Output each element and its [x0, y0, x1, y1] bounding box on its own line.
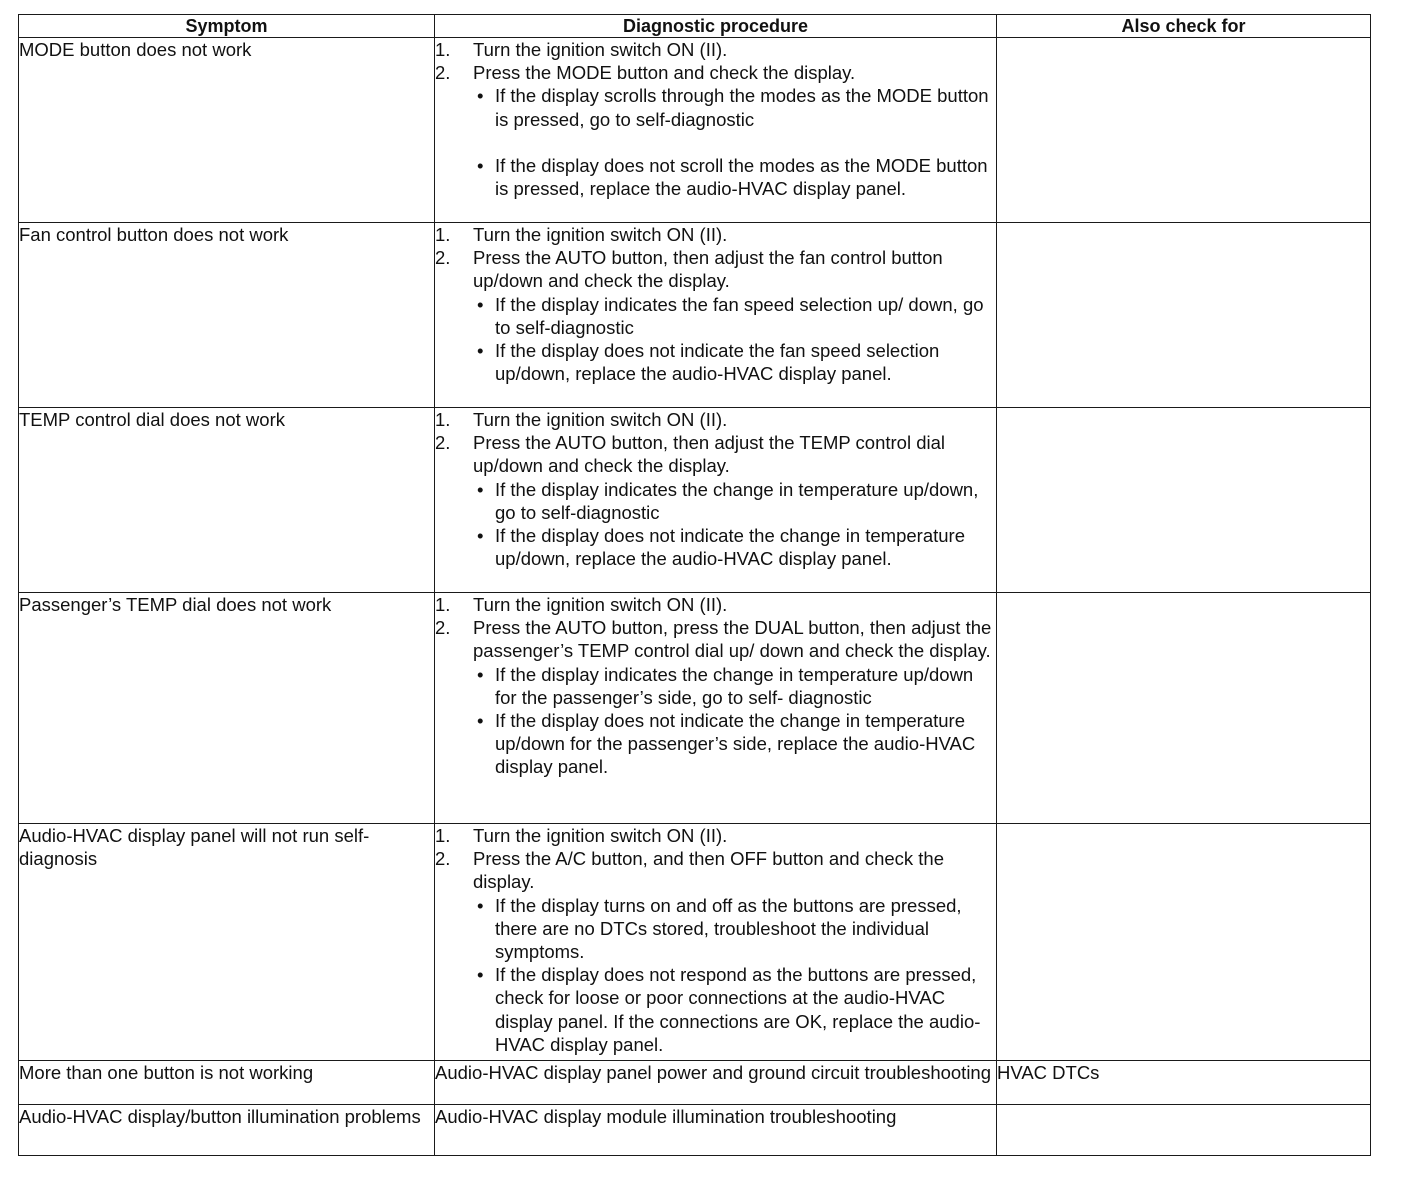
symptom-cell: TEMP control dial does not work	[19, 408, 435, 593]
symptom-cell: Fan control button does not work	[19, 223, 435, 408]
table-row	[19, 223, 1371, 408]
symptom-cell: Audio-HVAC display panel will not run self-diagnosis	[19, 824, 435, 1061]
procedure-step: 1. Turn the ignition switch ON (II).	[435, 409, 728, 430]
bullet-item: • If the display indicates the change in temperature up/down, go to self-diagnostic	[475, 478, 996, 524]
bullet-list	[435, 293, 996, 386]
bullet-item: • If the display indicates the change in temperature up/down for the passenger’s side, go to self- diagnostic	[475, 663, 996, 709]
procedure-step: 1. Turn the ignition switch ON (II).	[435, 594, 728, 615]
symptom-cell: MODE button does not work	[19, 38, 435, 223]
procedure-cell	[435, 824, 997, 1061]
table-row	[19, 593, 1371, 824]
symptom-cell: More than one button is not working	[19, 1061, 435, 1105]
procedure-cell: Audio-HVAC display module illumination troubleshooting	[435, 1105, 997, 1156]
table-row	[19, 1105, 1371, 1156]
bullet-item: • If the display does not indicate the change in temperature up/down for the passenger’s side, replace the audio-HVAC display panel.	[475, 709, 996, 779]
table-row	[19, 1061, 1371, 1105]
procedure-cell	[435, 593, 997, 824]
bullet-list	[435, 478, 996, 571]
symptom-cell: Audio-HVAC display/button illumination problems	[19, 1105, 435, 1156]
table-row	[19, 408, 1371, 593]
procedure-step: 2. Press the AUTO button, then adjust the fan control button up/down and check the display.	[435, 247, 943, 292]
also-check-cell	[997, 38, 1371, 223]
bullet-list	[435, 663, 996, 779]
procedure-step: 2. Press the AUTO button, then adjust the TEMP control dial up/down and check the display.	[435, 432, 946, 477]
procedure-cell	[435, 408, 997, 593]
procedure-cell	[435, 38, 997, 223]
diagnostic-table-sheet	[18, 14, 1370, 1156]
bullet-item: • If the display does not scroll the modes as the MODE button is pressed, replace the audio-HVAC display panel.	[475, 154, 996, 200]
bullet-list	[435, 84, 996, 200]
procedure-step: 2. Press the AUTO button, press the DUAL button, then adjust the passenger’s TEMP control dial up/ down and check the display.	[435, 617, 992, 662]
also-check-cell	[997, 408, 1371, 593]
table-row	[19, 824, 1371, 1061]
diagnostic-table	[18, 14, 1371, 1156]
header-procedure: Diagnostic procedure	[435, 15, 997, 38]
bullet-item: • If the display does not indicate the change in temperature up/down, replace the audio-HVAC display panel.	[475, 524, 996, 570]
procedure-cell	[435, 223, 997, 408]
also-check-cell	[997, 824, 1371, 1061]
table-row	[19, 38, 1371, 223]
header-row	[19, 15, 1371, 38]
symptom-cell: Passenger’s TEMP dial does not work	[19, 593, 435, 824]
bullet-item: • If the display indicates the fan speed selection up/ down, go to self-diagnostic	[475, 293, 996, 339]
bullet-list	[435, 894, 996, 1056]
header-symptom: Symptom	[19, 15, 435, 38]
also-check-cell	[997, 1105, 1371, 1156]
bullet-item: • If the display does not respond as the buttons are pressed, check for loose or poor connections at the audio-HVAC display panel. If the connections are OK, replace the audio-HVAC display panel.	[475, 963, 996, 1056]
procedure-step: 1. Turn the ignition switch ON (II).	[435, 224, 728, 245]
procedure-step: 2. Press the A/C button, and then OFF button and check the display.	[435, 848, 945, 893]
also-check-cell: HVAC DTCs	[997, 1061, 1371, 1105]
procedure-step: 2. Press the MODE button and check the display.	[435, 62, 856, 84]
also-check-cell	[997, 593, 1371, 824]
also-check-cell	[997, 223, 1371, 408]
procedure-cell: Audio-HVAC display panel power and ground circuit troubleshooting	[435, 1061, 997, 1105]
procedure-step: 1. Turn the ignition switch ON (II).	[435, 825, 728, 846]
bullet-item: • If the display does not indicate the fan speed selection up/down, replace the audio-HVAC display panel.	[475, 339, 996, 385]
bullet-item: • If the display turns on and off as the buttons are pressed, there are no DTCs stored, troubleshoot the individual symptoms.	[475, 894, 996, 964]
procedure-step: 1. Turn the ignition switch ON (II).	[435, 39, 728, 60]
header-also-check: Also check for	[997, 15, 1371, 38]
bullet-item: • If the display scrolls through the modes as the MODE button is pressed, go to self-diagnostic	[475, 84, 996, 130]
